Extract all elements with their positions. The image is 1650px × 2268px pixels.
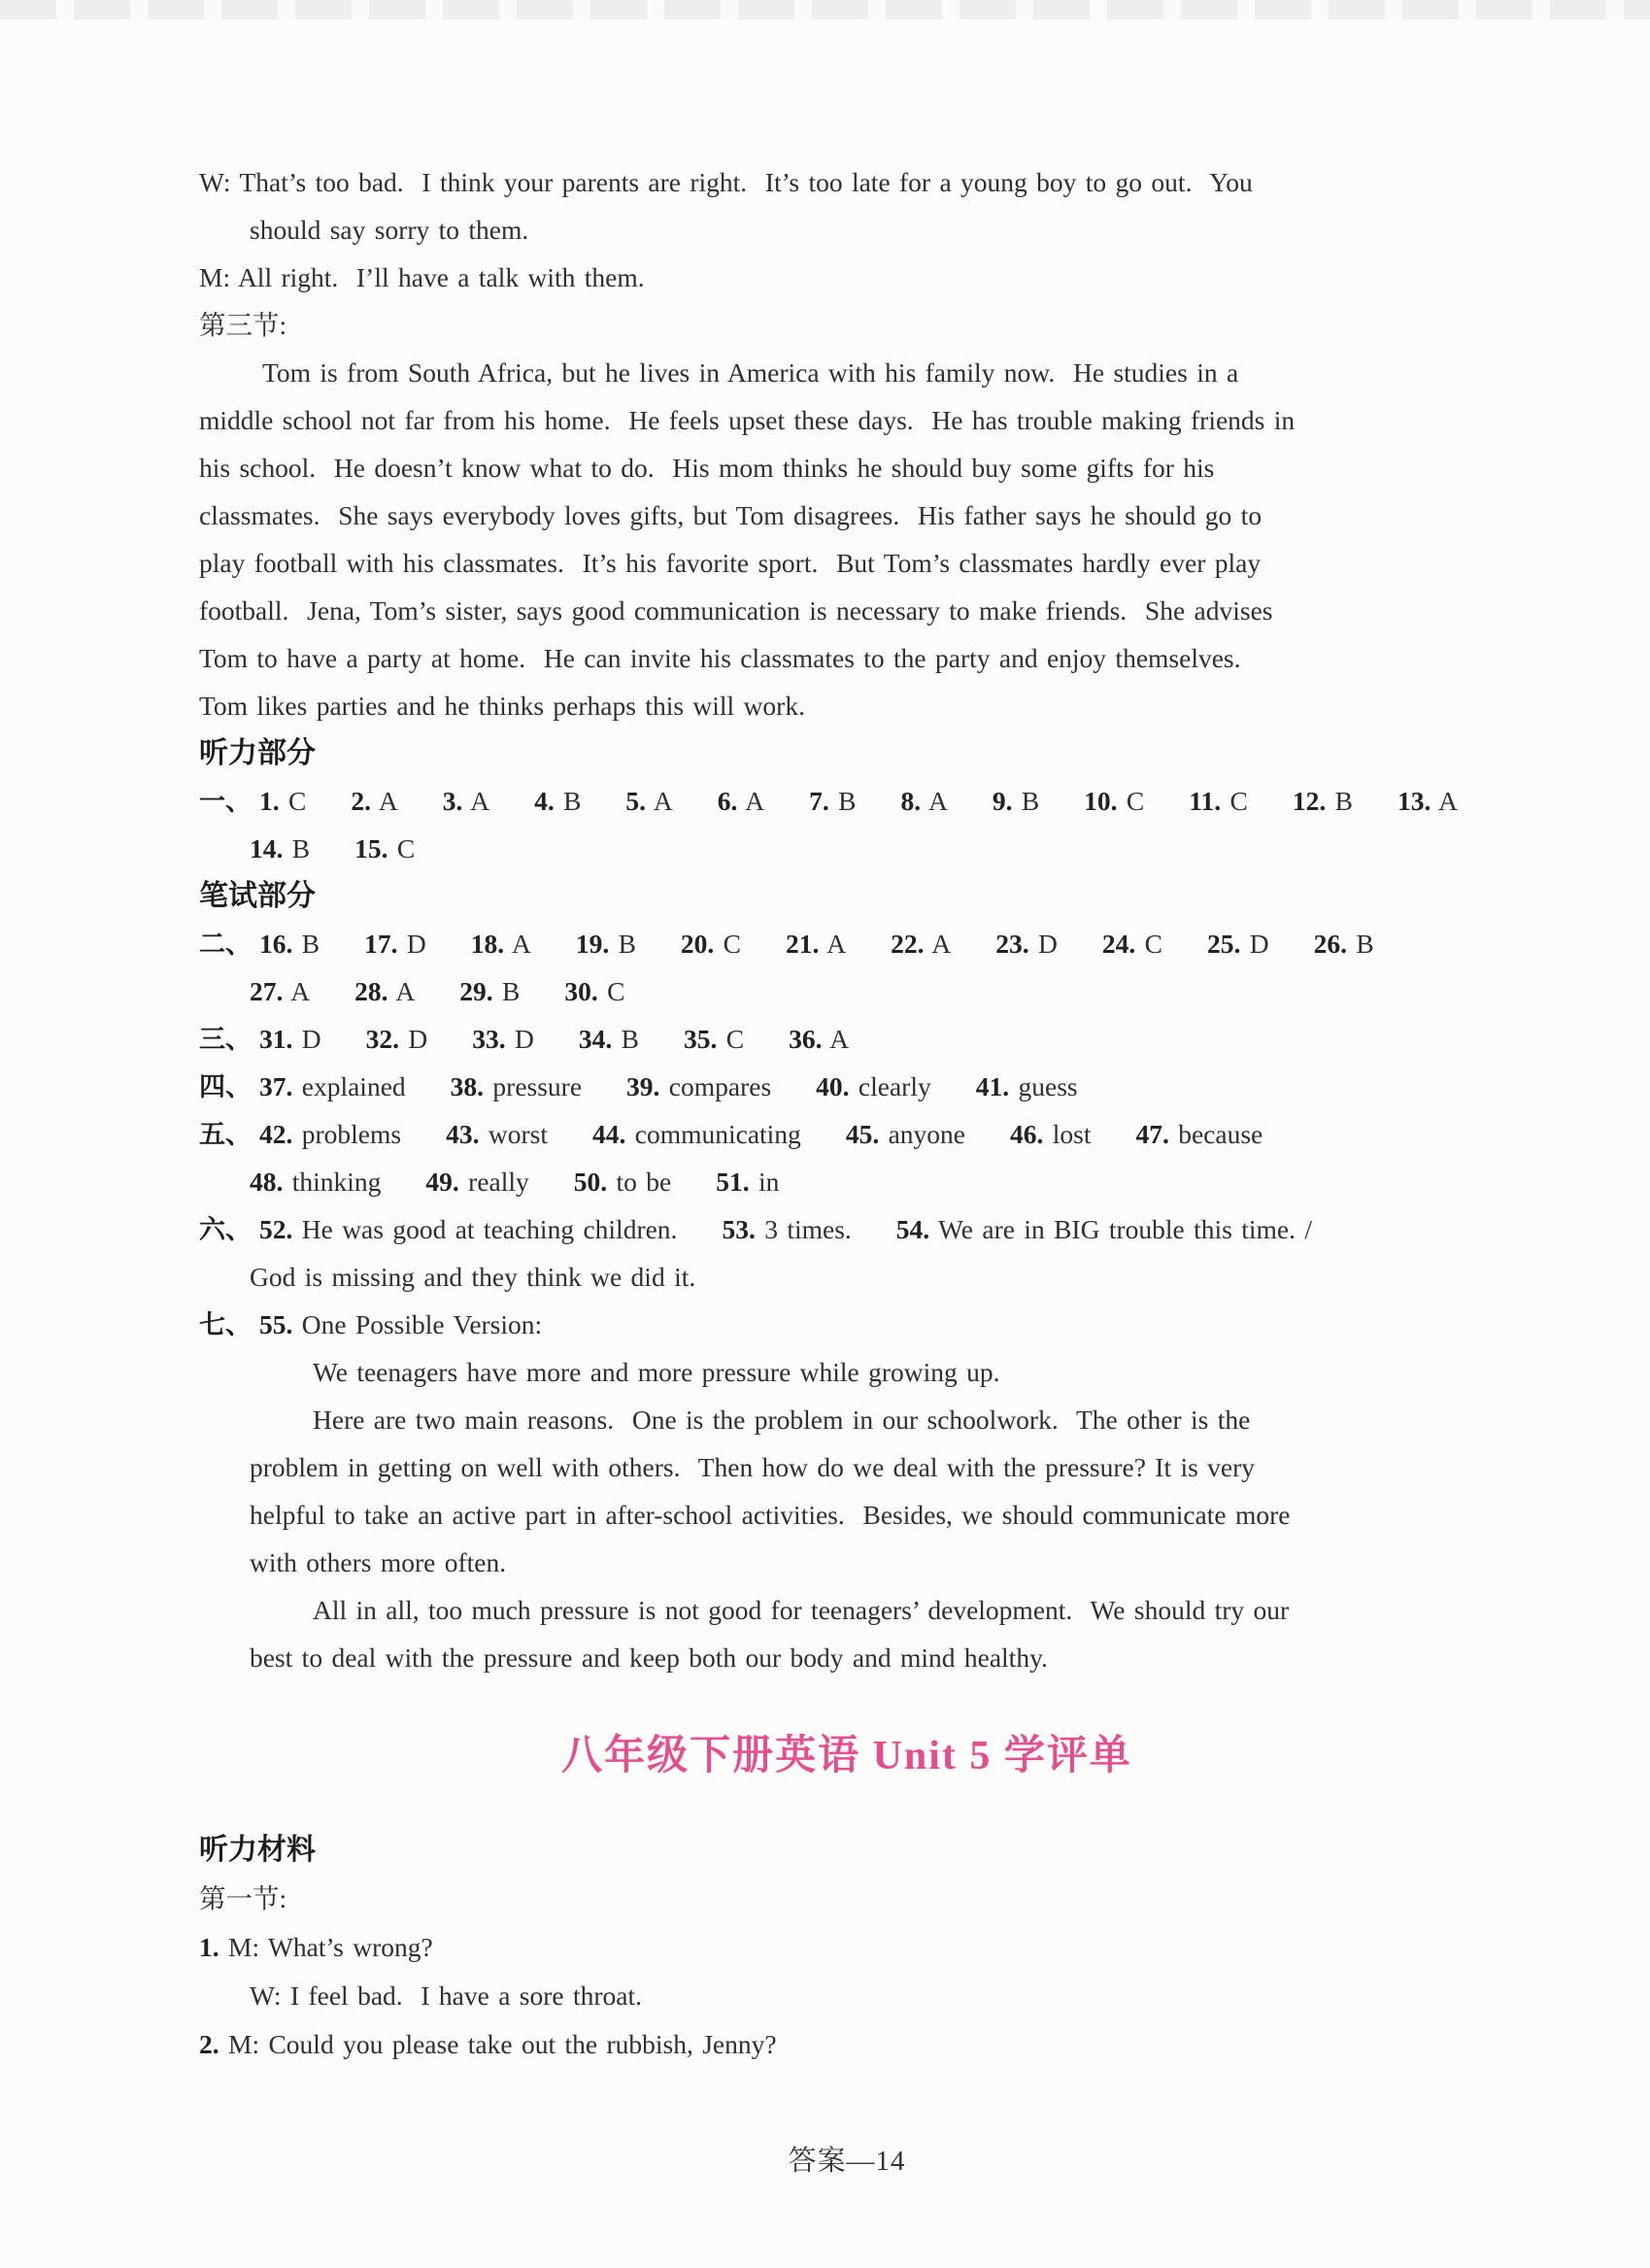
answer-number: 46. <box>1009 1119 1044 1149</box>
answer-value: M: Could you please take out the rubbish, Jenny? <box>228 2029 777 2059</box>
answer-value: C <box>1144 929 1162 959</box>
answer-number: 44. <box>591 1119 626 1149</box>
answer-number: 22. <box>891 929 925 959</box>
text-line: football. Jena, Tom’s sister, says good communication is necessary to make friends. She advises <box>199 595 1273 626</box>
list-marker: 五、 <box>199 1120 252 1149</box>
answer-item <box>199 2029 777 2059</box>
answer-number: 43. <box>446 1119 480 1149</box>
answer-value: C <box>288 786 307 816</box>
answer-value: A <box>745 786 765 816</box>
list-marker: 七、 <box>199 1310 252 1339</box>
answer-number: 33. <box>472 1024 506 1054</box>
text-line: God is missing and they think we did it. <box>250 1262 696 1292</box>
answer-item <box>425 1167 528 1197</box>
answer-item <box>443 786 489 816</box>
answer-item <box>846 1119 965 1149</box>
answer-item <box>574 1167 671 1197</box>
answer-number: 1. <box>259 786 280 816</box>
answer-value: We are in BIG trouble this time. / <box>938 1214 1312 1244</box>
answer-item <box>1397 786 1458 816</box>
answer-row <box>199 920 1495 967</box>
answer-value: explained <box>301 1071 406 1101</box>
answer-number: 13. <box>1397 786 1431 816</box>
answer-value: A <box>931 929 952 959</box>
answer-item <box>816 1071 931 1101</box>
answer-item <box>366 1024 428 1054</box>
text-line: problem in getting on well with others. Then how do we deal with the pressure? It is very <box>250 1452 1256 1482</box>
answer-number: 51. <box>716 1167 750 1197</box>
answer-value: worst <box>488 1119 548 1149</box>
answer-number: 21. <box>786 929 820 959</box>
answer-value: A <box>378 786 398 816</box>
answer-item <box>1102 929 1162 959</box>
answer-number: 30. <box>564 976 598 1006</box>
answer-number: 15. <box>354 833 388 863</box>
answer-number: 38. <box>450 1071 485 1101</box>
answer-row <box>199 2020 1495 2069</box>
answer-value: D <box>515 1024 534 1054</box>
answer-item <box>681 929 741 959</box>
answer-row <box>199 1301 1495 1348</box>
answer-item <box>199 1932 433 1962</box>
answer-number: 24. <box>1101 929 1136 959</box>
answer-number: 55. <box>259 1309 293 1339</box>
answer-item <box>250 833 310 863</box>
answer-item <box>259 1024 321 1054</box>
answer-value: really <box>468 1167 529 1197</box>
answer-value: B <box>618 929 636 959</box>
answer-item <box>354 833 415 863</box>
answer-number: 17. <box>364 929 398 959</box>
text-line: helpful to take an active part in after-school activities. Besides, we should communicate more <box>250 1500 1291 1530</box>
answer-number: 5. <box>625 786 647 816</box>
answer-value: C <box>396 833 416 863</box>
answer-value: 3 times. <box>764 1214 852 1244</box>
answer-value: clearly <box>858 1071 931 1101</box>
answer-item <box>472 1024 534 1054</box>
list-marker: 六、 <box>199 1215 252 1244</box>
list-marker: 三、 <box>199 1025 252 1054</box>
answer-value: A <box>290 976 311 1006</box>
answer-item <box>995 929 1058 959</box>
answer-item <box>684 1024 744 1054</box>
answer-number: 47. <box>1135 1119 1169 1149</box>
answer-number: 31. <box>259 1024 293 1054</box>
answer-number: 34. <box>578 1024 613 1054</box>
section-heading: 笔试部分 <box>199 880 316 912</box>
answer-number: 4. <box>534 786 555 816</box>
answer-value: in <box>758 1167 780 1197</box>
answer-item <box>993 786 1039 816</box>
answer-number: 12. <box>1292 786 1327 816</box>
text-line: M: All right. I’ll have a talk with them. <box>199 262 645 292</box>
answer-item <box>809 786 856 816</box>
answer-item <box>259 786 306 816</box>
answer-number: 52. <box>259 1214 293 1244</box>
transcript-and-answers-block <box>199 158 1495 1681</box>
answer-number: 18. <box>470 929 505 959</box>
answer-item <box>891 929 951 959</box>
answer-number: 11. <box>1189 786 1222 816</box>
answer-value: D <box>1249 929 1269 959</box>
answer-number: 9. <box>992 786 1013 816</box>
text-line: with others more often. <box>250 1547 507 1577</box>
answer-number: 10. <box>1084 786 1118 816</box>
text-line: Tom to have a party at home. He can invite his classmates to the party and enjoy themselves. <box>199 643 1241 673</box>
answer-number: 25. <box>1206 929 1241 959</box>
answer-number: 49. <box>425 1167 459 1197</box>
answer-value: A <box>826 929 847 959</box>
answer-number: 14. <box>250 833 284 863</box>
answer-value: He was good at teaching children. <box>301 1214 678 1244</box>
answer-number: 3. <box>442 786 463 816</box>
text-line: Here are two main reasons. One is the problem in our schoolwork. The other is the <box>313 1405 1251 1435</box>
page-footer: 答案—14 <box>788 2146 906 2177</box>
answer-value: communicating <box>634 1119 801 1149</box>
text-line: Tom likes parties and he thinks perhaps this will work. <box>199 691 805 721</box>
answer-item <box>451 1071 582 1101</box>
answer-value: B <box>621 1024 639 1054</box>
answer-row <box>199 1063 1495 1110</box>
answer-number: 50. <box>573 1167 608 1197</box>
list-marker: 二、 <box>199 930 252 959</box>
answer-item <box>626 1071 771 1101</box>
answer-row <box>199 825 1495 872</box>
answer-item <box>1207 929 1269 959</box>
list-marker: 四、 <box>199 1072 252 1101</box>
answer-number: 32. <box>365 1024 399 1054</box>
answer-number: 48. <box>250 1167 284 1197</box>
answer-number: 42. <box>259 1119 293 1149</box>
answer-row <box>199 1110 1495 1158</box>
answer-value: D <box>406 929 426 959</box>
answer-value: B <box>501 976 521 1006</box>
answer-value: A <box>653 786 673 816</box>
text-line: best to deal with the pressure and keep both our body and mind healthy. <box>250 1642 1048 1673</box>
answer-number: 36. <box>789 1024 823 1054</box>
answer-value: guess <box>1018 1071 1078 1101</box>
text-line: 第一节: <box>199 1883 287 1913</box>
answer-item <box>900 786 947 816</box>
answer-value: C <box>1229 786 1248 816</box>
answer-item <box>1084 786 1144 816</box>
answer-value: A <box>395 976 416 1006</box>
answer-number: 35. <box>683 1024 718 1054</box>
answer-number: 6. <box>717 786 738 816</box>
unit5-title: 八年级下册英语 Unit 5 学评单 <box>561 1734 1132 1778</box>
answer-value: thinking <box>291 1167 382 1197</box>
answer-item <box>259 929 320 959</box>
answer-row <box>199 1205 1495 1253</box>
answer-value: B <box>1021 786 1040 816</box>
text-line: Tom is from South Africa, but he lives in America with his family now. He studies in a <box>262 357 1239 388</box>
answer-value: M: What’s wrong? <box>228 1932 433 1962</box>
answer-number: 54. <box>895 1214 930 1244</box>
answer-value: B <box>838 786 857 816</box>
answer-number: 39. <box>626 1071 660 1101</box>
answer-value: B <box>1356 929 1374 959</box>
answer-item <box>1189 786 1248 816</box>
answer-item <box>259 1071 406 1101</box>
answer-item <box>716 1167 779 1197</box>
text-line: We teenagers have more and more pressure while growing up. <box>313 1357 1000 1387</box>
answer-row <box>199 1158 1495 1205</box>
answer-number: 53. <box>722 1214 756 1244</box>
answer-item <box>896 1214 1312 1244</box>
answer-number: 37. <box>259 1071 293 1101</box>
answer-item <box>786 929 846 959</box>
answer-item <box>976 1071 1078 1101</box>
list-marker: 一、 <box>199 787 252 816</box>
answer-value: C <box>1126 786 1145 816</box>
answer-number: 8. <box>900 786 922 816</box>
answer-item <box>564 976 624 1006</box>
answer-item <box>471 929 531 959</box>
answer-value: D <box>408 1024 428 1054</box>
text-line: should say sorry to them. <box>250 215 529 245</box>
answer-item <box>579 1024 639 1054</box>
answer-item <box>250 976 310 1006</box>
answer-item <box>1314 929 1374 959</box>
answer-number: 19. <box>575 929 610 959</box>
answer-item <box>259 1214 677 1244</box>
answer-value: lost <box>1052 1119 1092 1149</box>
answer-number: 27. <box>250 976 284 1006</box>
answer-value: A <box>927 786 948 816</box>
answer-number: 26. <box>1313 929 1347 959</box>
answer-value: A <box>511 929 531 959</box>
answer-value: D <box>301 1024 321 1054</box>
answer-number: 45. <box>845 1119 880 1149</box>
answer-value: B <box>1334 786 1353 816</box>
text-line: W: That’s too bad. I think your parents are right. It’s too late for a young boy to go out. You <box>199 167 1253 197</box>
answer-row <box>199 1015 1495 1063</box>
answer-item <box>354 976 415 1006</box>
answer-value: to be <box>616 1167 672 1197</box>
text-line: his school. He doesn’t know what to do. His mom thinks he should buy some gifts for his <box>199 453 1215 483</box>
answer-value: A <box>470 786 490 816</box>
answer-value: B <box>563 786 582 816</box>
answer-value: C <box>723 929 742 959</box>
text-line: 第三节: <box>199 310 287 340</box>
answer-item <box>534 786 581 816</box>
answer-item <box>259 1119 401 1149</box>
answer-number: 20. <box>680 929 715 959</box>
answer-value: B <box>291 833 311 863</box>
answer-number: 16. <box>259 929 293 959</box>
answer-item <box>250 1167 381 1197</box>
text-line: W: I feel bad. I have a sore throat. <box>250 1980 643 2011</box>
answer-number: 41. <box>975 1071 1010 1101</box>
answer-item <box>592 1119 801 1149</box>
answer-value: A <box>1438 786 1459 816</box>
answer-row <box>199 967 1495 1015</box>
answer-value: One Possible Version: <box>301 1309 543 1339</box>
answer-item <box>1135 1119 1263 1149</box>
answer-item <box>576 929 636 959</box>
answer-value: problems <box>301 1119 402 1149</box>
answer-value: anyone <box>888 1119 965 1149</box>
answer-value: B <box>301 929 320 959</box>
text-line: play football with his classmates. It’s his favorite sport. But Tom’s classmates hardly ever play <box>199 548 1262 578</box>
answer-item <box>446 1119 548 1149</box>
answer-item <box>351 786 397 816</box>
unit5-listening-materials-block <box>199 1826 1495 2069</box>
answer-value: pressure <box>492 1071 583 1101</box>
answer-value: because <box>1178 1119 1263 1149</box>
answer-item <box>1010 1119 1091 1149</box>
answer-value: C <box>607 976 625 1006</box>
answer-item <box>364 929 426 959</box>
answer-number: 29. <box>459 976 493 1006</box>
answer-value: C <box>725 1024 745 1054</box>
text-line: All in all, too much pressure is not good for teenagers’ development. We should try our <box>313 1595 1290 1625</box>
text-line: middle school not far from his home. He feels upset these days. He has trouble making friends in <box>199 405 1296 435</box>
answer-item <box>259 1309 542 1339</box>
answer-number: 40. <box>816 1071 850 1101</box>
answer-number: 2. <box>351 786 371 816</box>
answer-item <box>1293 786 1353 816</box>
answer-value: A <box>829 1024 850 1054</box>
answer-item <box>625 786 672 816</box>
answer-row <box>199 777 1495 825</box>
section-heading: 听力材料 <box>199 1834 316 1866</box>
answer-item <box>459 976 520 1006</box>
answer-item <box>789 1024 849 1054</box>
answer-value: compares <box>668 1071 772 1101</box>
answer-value: D <box>1037 929 1058 959</box>
answer-number: 28. <box>354 976 388 1006</box>
answer-number: 23. <box>995 929 1029 959</box>
answer-number: 1. <box>199 1932 219 1962</box>
text-line: classmates. She says everybody loves gifts, but Tom disagrees. His father says he should go to <box>199 500 1263 530</box>
answer-number: 7. <box>809 786 829 816</box>
answer-number: 2. <box>199 2029 219 2059</box>
answer-row <box>199 1923 1495 1972</box>
section-heading: 听力部分 <box>199 737 316 769</box>
answer-item <box>722 1214 851 1244</box>
answer-item <box>718 786 764 816</box>
